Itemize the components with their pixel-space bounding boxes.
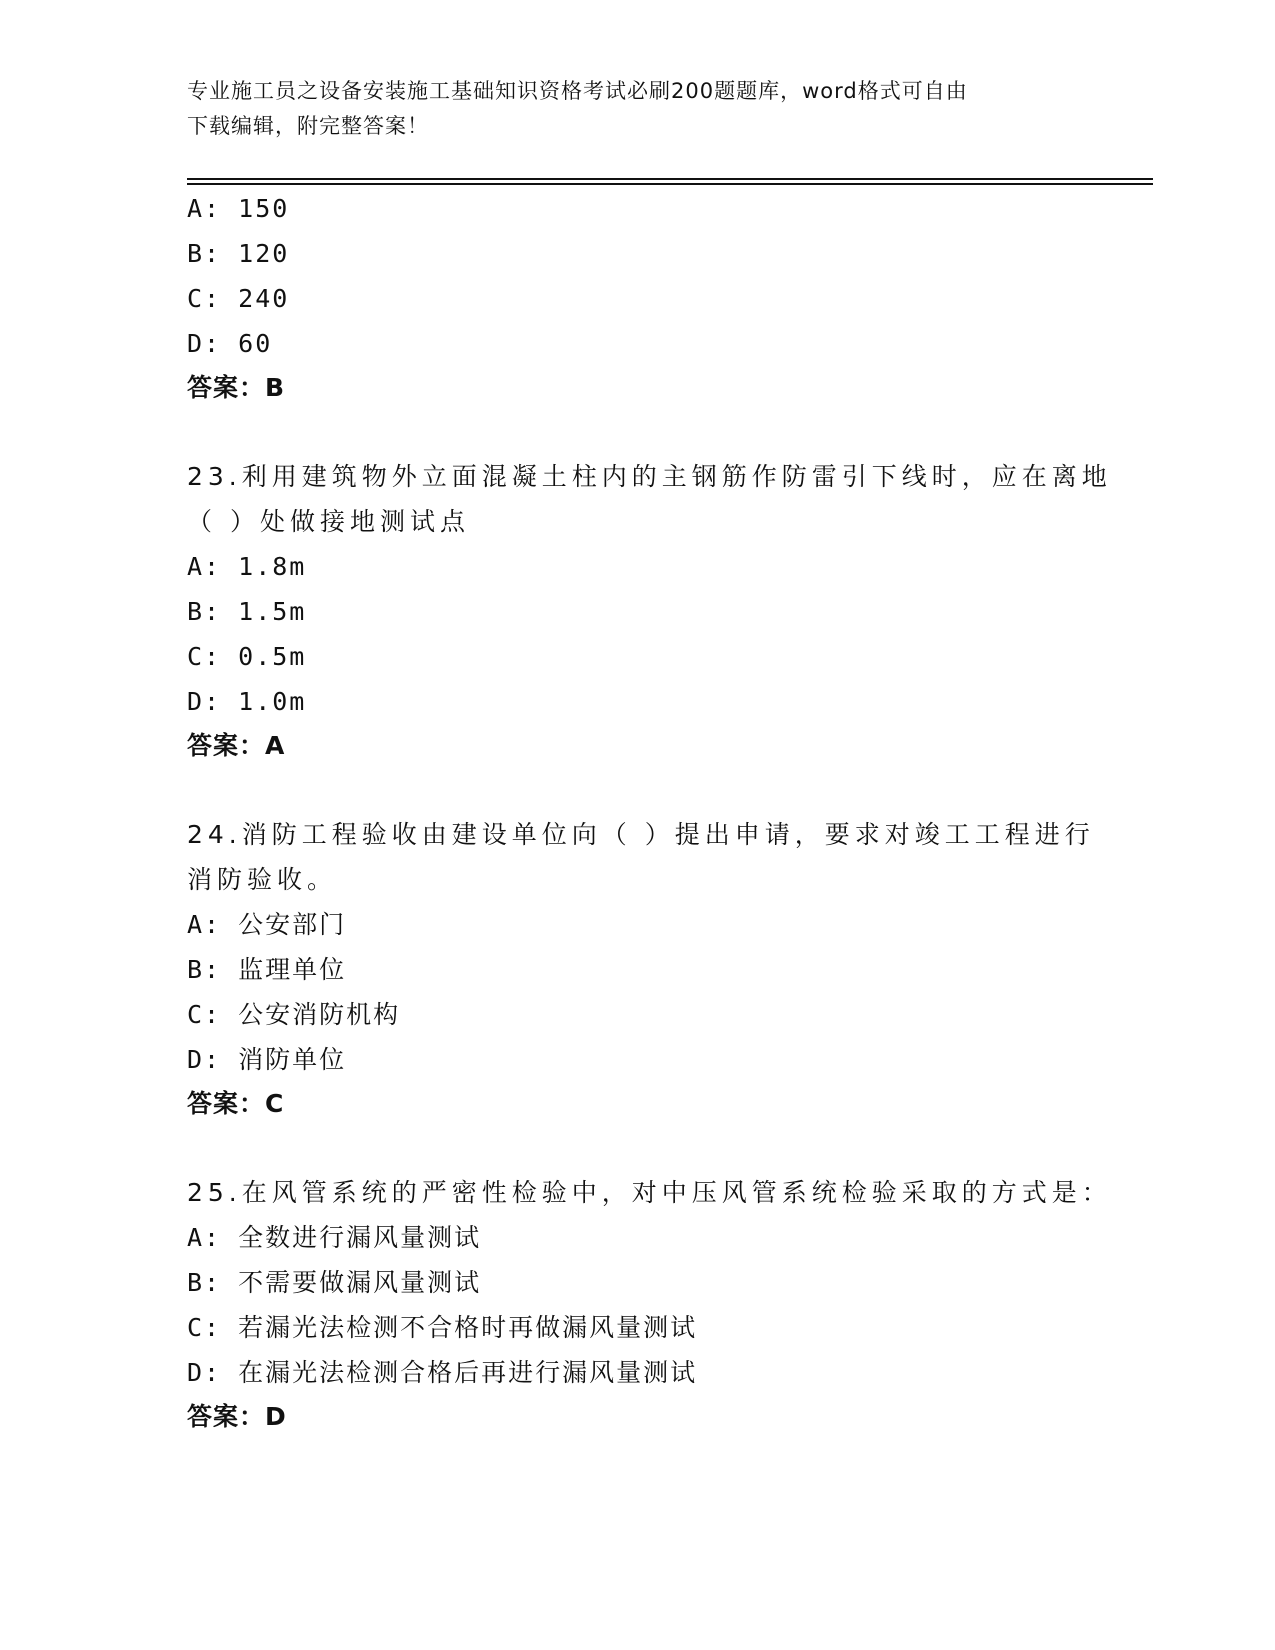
q22-option-c: C: 240 <box>187 284 290 313</box>
q23-stem-line-1: 23.利用建筑物外立面混凝土柱内的主钢筋作防雷引下线时，应在离地 <box>187 462 1112 491</box>
q25-option-a: A: 全数进行漏风量测试 <box>187 1223 482 1252</box>
q24-option-a: A: 公安部门 <box>187 910 347 939</box>
q25-option-b: B: 不需要做漏风量测试 <box>187 1268 482 1297</box>
q23-stem-line-2: （ ）处做接地测试点 <box>187 507 470 536</box>
q23-option-a: A: 1.8m <box>187 552 307 581</box>
header-divider-top <box>187 178 1153 180</box>
q24-stem-line-2: 消防验收。 <box>187 865 338 894</box>
q24-stem-line-1: 24.消防工程验收由建设单位向（ ）提出申请，要求对竣工工程进行 <box>187 820 1095 849</box>
q25-option-d: D: 在漏光法检测合格后再进行漏风量测试 <box>187 1358 698 1387</box>
header-line-1: 专业施工员之设备安装施工基础知识资格考试必刷200题题库，word格式可自由 <box>187 79 968 103</box>
q24-option-d: D: 消防单位 <box>187 1045 347 1074</box>
q24-option-c: C: 公安消防机构 <box>187 1000 401 1029</box>
q24-option-b: B: 监理单位 <box>187 955 347 984</box>
document-header <box>187 74 1067 144</box>
q22-option-a: A: 150 <box>187 194 290 223</box>
q23-option-b: B: 1.5m <box>187 597 307 626</box>
q25-answer: 答案：D <box>187 1402 287 1431</box>
q22-option-b: B: 120 <box>187 239 290 268</box>
header-divider-bottom <box>187 183 1153 185</box>
q24-answer: 答案：C <box>187 1089 285 1118</box>
q22-answer: 答案：B <box>187 373 286 402</box>
q23-answer: 答案：A <box>187 731 286 760</box>
q23-option-c: C: 0.5m <box>187 642 307 671</box>
q23-option-d: D: 1.0m <box>187 687 307 716</box>
q22-option-d: D: 60 <box>187 329 273 358</box>
q25-option-c: C: 若漏光法检测不合格时再做漏风量测试 <box>187 1313 698 1342</box>
q25-stem-line-1: 25.在风管系统的严密性检验中，对中压风管系统检验采取的方式是： <box>187 1178 1112 1207</box>
header-line-2: 下载编辑，附完整答案！ <box>187 114 429 138</box>
